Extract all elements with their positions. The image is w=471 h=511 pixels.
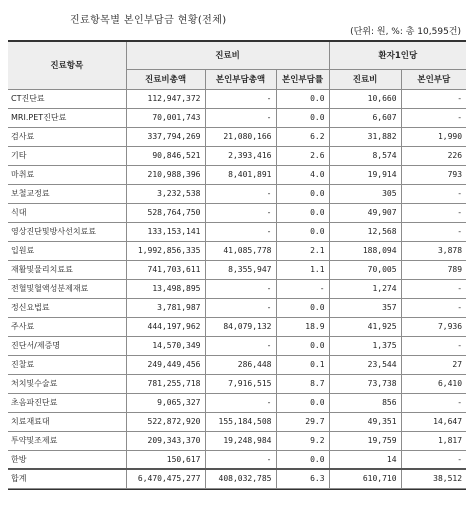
cell-self-pay-rate: 29.7 (276, 412, 329, 431)
table-body (8, 89, 466, 488)
cell-pp-self-pay: - (401, 89, 466, 108)
cell-total-cost: 210,988,396 (126, 165, 205, 184)
header-group-cost: 진료비 (126, 42, 329, 69)
cell-self-pay-rate: 0.0 (276, 222, 329, 241)
cell-category: 치료재료대 (8, 412, 126, 431)
cell-category: 전혈및혈액성분제재료 (8, 279, 126, 298)
table-row (8, 431, 466, 450)
table-row-total (8, 469, 466, 488)
cell-pp-cost: 49,907 (329, 203, 401, 222)
table-row (8, 184, 466, 203)
cell-category: 입원료 (8, 241, 126, 260)
cell-self-pay-total: - (205, 203, 276, 222)
cell-total-cost: 337,794,269 (126, 127, 205, 146)
cell-self-pay-rate: 18.9 (276, 317, 329, 336)
cell-self-pay-rate: 0.0 (276, 336, 329, 355)
cell-pp-self-pay: 6,410 (401, 374, 466, 393)
cell-pp-cost: 73,738 (329, 374, 401, 393)
cell-category: 정신요법료 (8, 298, 126, 317)
cell-category: 검사료 (8, 127, 126, 146)
cell-self-pay-rate: 8.7 (276, 374, 329, 393)
cell-self-pay-total: 8,355,947 (205, 260, 276, 279)
cell-pp-cost: 12,568 (329, 222, 401, 241)
cell-category: 진단서/제증명 (8, 336, 126, 355)
cell-pp-cost: 49,351 (329, 412, 401, 431)
cell-pp-cost: 23,544 (329, 355, 401, 374)
cell-self-pay-total: - (205, 298, 276, 317)
cell-category: 처치및수술료 (8, 374, 126, 393)
cell-pp-cost: 41,925 (329, 317, 401, 336)
cell-self-pay-total: 8,401,891 (205, 165, 276, 184)
cell-pp-self-pay: - (401, 203, 466, 222)
cell-pp-self-pay: 27 (401, 355, 466, 374)
table-row (8, 127, 466, 146)
table-row (8, 279, 466, 298)
header-total-cost: 진료비총액 (126, 69, 205, 89)
header-category: 진료항목 (8, 42, 126, 89)
cell-self-pay-total: - (205, 450, 276, 469)
cell-pp-self-pay: 1,990 (401, 127, 466, 146)
cell-pp-cost: 357 (329, 298, 401, 317)
cell-pp-self-pay: - (401, 298, 466, 317)
cell-self-pay-rate: 0.0 (276, 184, 329, 203)
cell-pp-self-pay: - (401, 184, 466, 203)
cell-self-pay-total: 41,085,778 (205, 241, 276, 260)
cell-pp-cost: 856 (329, 393, 401, 412)
cell-total-cost: 3,781,987 (126, 298, 205, 317)
cell-pp-self-pay: 789 (401, 260, 466, 279)
cell-category: 마취료 (8, 165, 126, 184)
cell-pp-self-pay: 7,936 (401, 317, 466, 336)
table-row (8, 165, 466, 184)
header-self-pay-total: 본인부담총액 (205, 69, 276, 89)
cell-total-cost: 70,001,743 (126, 108, 205, 127)
cell-self-pay-total: - (205, 184, 276, 203)
cell-self-pay-total: 7,916,515 (205, 374, 276, 393)
cell-category: 주사료 (8, 317, 126, 336)
cell-self-pay-rate: 0.1 (276, 355, 329, 374)
cell-category: 영상진단및방사선치료료 (8, 222, 126, 241)
cell-self-pay-rate: 0.0 (276, 393, 329, 412)
cell-pp-self-pay: 14,647 (401, 412, 466, 431)
table-row (8, 89, 466, 108)
cell-pp-cost: 1,274 (329, 279, 401, 298)
table-row (8, 374, 466, 393)
cell-pp-cost: 1,375 (329, 336, 401, 355)
cell-self-pay-rate: 6.2 (276, 127, 329, 146)
cell-pp-cost: 188,094 (329, 241, 401, 260)
cell-pp-cost: 19,914 (329, 165, 401, 184)
unit-note: (단위: 원, %: 총 10,595건) (350, 27, 461, 37)
cell-pp-cost: 610,710 (329, 469, 401, 488)
cell-self-pay-total: - (205, 279, 276, 298)
cell-category: 한방 (8, 450, 126, 469)
table-row (8, 146, 466, 165)
cell-category: 합계 (8, 469, 126, 488)
cell-pp-self-pay: 226 (401, 146, 466, 165)
cell-pp-cost: 14 (329, 450, 401, 469)
cell-self-pay-rate: 6.3 (276, 469, 329, 488)
table-row (8, 241, 466, 260)
cell-self-pay-total: - (205, 108, 276, 127)
cost-table (8, 42, 466, 489)
cell-total-cost: 90,846,521 (126, 146, 205, 165)
cell-self-pay-rate: 0.0 (276, 108, 329, 127)
cell-total-cost: 13,498,895 (126, 279, 205, 298)
cell-pp-self-pay: - (401, 279, 466, 298)
cell-pp-self-pay: - (401, 393, 466, 412)
header-self-pay-rate: 본인부담률 (276, 69, 329, 89)
table-row (8, 222, 466, 241)
cell-total-cost: 150,617 (126, 450, 205, 469)
cell-self-pay-total: 408,032,785 (205, 469, 276, 488)
cell-pp-self-pay: 3,878 (401, 241, 466, 260)
cell-total-cost: 522,872,920 (126, 412, 205, 431)
cell-total-cost: 528,764,750 (126, 203, 205, 222)
cell-pp-cost: 8,574 (329, 146, 401, 165)
cell-self-pay-rate: 0.0 (276, 203, 329, 222)
cell-pp-self-pay: 793 (401, 165, 466, 184)
header-pp-cost: 진료비 (329, 69, 401, 89)
table-row (8, 412, 466, 431)
table-header (8, 42, 466, 89)
cell-self-pay-rate: 1.1 (276, 260, 329, 279)
cell-category: 초음파진단료 (8, 393, 126, 412)
cell-self-pay-total: 155,184,508 (205, 412, 276, 431)
cell-category: 재활및물리치료료 (8, 260, 126, 279)
cell-pp-self-pay: - (401, 222, 466, 241)
cell-self-pay-total: - (205, 89, 276, 108)
cell-self-pay-total: 84,079,132 (205, 317, 276, 336)
cell-total-cost: 133,153,141 (126, 222, 205, 241)
cell-total-cost: 6,470,475,277 (126, 469, 205, 488)
table-row (8, 260, 466, 279)
cell-self-pay-total: - (205, 393, 276, 412)
table-row (8, 336, 466, 355)
cell-self-pay-total: - (205, 336, 276, 355)
cell-self-pay-rate: 0.0 (276, 298, 329, 317)
table-container (8, 40, 466, 490)
cell-category: 진찰료 (8, 355, 126, 374)
cell-pp-cost: 70,005 (329, 260, 401, 279)
table-row (8, 393, 466, 412)
table-row (8, 450, 466, 469)
cell-category: 식대 (8, 203, 126, 222)
cell-pp-cost: 31,882 (329, 127, 401, 146)
cell-total-cost: 444,197,962 (126, 317, 205, 336)
cell-self-pay-total: 21,080,166 (205, 127, 276, 146)
cell-pp-self-pay: - (401, 336, 466, 355)
cell-self-pay-rate: 0.0 (276, 450, 329, 469)
cell-total-cost: 112,947,372 (126, 89, 205, 108)
cell-category: 보철교정료 (8, 184, 126, 203)
cell-total-cost: 1,992,856,335 (126, 241, 205, 260)
cell-pp-cost: 6,607 (329, 108, 401, 127)
cell-total-cost: 9,065,327 (126, 393, 205, 412)
cell-self-pay-rate: 4.0 (276, 165, 329, 184)
cell-total-cost: 781,255,718 (126, 374, 205, 393)
cell-category: MRI.PET진단료 (8, 108, 126, 127)
header-pp-self-pay: 본인부담 (401, 69, 466, 89)
cell-self-pay-rate: 2.1 (276, 241, 329, 260)
cell-pp-self-pay: - (401, 108, 466, 127)
cell-total-cost: 14,570,349 (126, 336, 205, 355)
cell-self-pay-rate: 2.6 (276, 146, 329, 165)
cell-pp-self-pay: 1,817 (401, 431, 466, 450)
cell-pp-self-pay: - (401, 450, 466, 469)
cell-category: 투약및조제료 (8, 431, 126, 450)
header-group-per-patient: 환자1인당 (329, 42, 466, 69)
cell-category: CT진단료 (8, 89, 126, 108)
cell-self-pay-rate: - (276, 279, 329, 298)
cell-pp-cost: 10,660 (329, 89, 401, 108)
cell-category: 기타 (8, 146, 126, 165)
cell-total-cost: 209,343,370 (126, 431, 205, 450)
table-row (8, 108, 466, 127)
table-row (8, 317, 466, 336)
page-title: 진료항목별 본인부담금 현황(전체) (70, 15, 227, 26)
cell-pp-cost: 305 (329, 184, 401, 203)
cell-self-pay-total: 19,248,984 (205, 431, 276, 450)
cell-self-pay-total: - (205, 222, 276, 241)
table-row (8, 298, 466, 317)
cell-self-pay-rate: 0.0 (276, 89, 329, 108)
cell-self-pay-rate: 9.2 (276, 431, 329, 450)
cell-pp-self-pay: 38,512 (401, 469, 466, 488)
table-row (8, 355, 466, 374)
cell-total-cost: 3,232,538 (126, 184, 205, 203)
table-row (8, 203, 466, 222)
cell-self-pay-total: 286,448 (205, 355, 276, 374)
cell-self-pay-total: 2,393,416 (205, 146, 276, 165)
cell-total-cost: 249,449,456 (126, 355, 205, 374)
cell-pp-cost: 19,759 (329, 431, 401, 450)
cell-total-cost: 741,703,611 (126, 260, 205, 279)
